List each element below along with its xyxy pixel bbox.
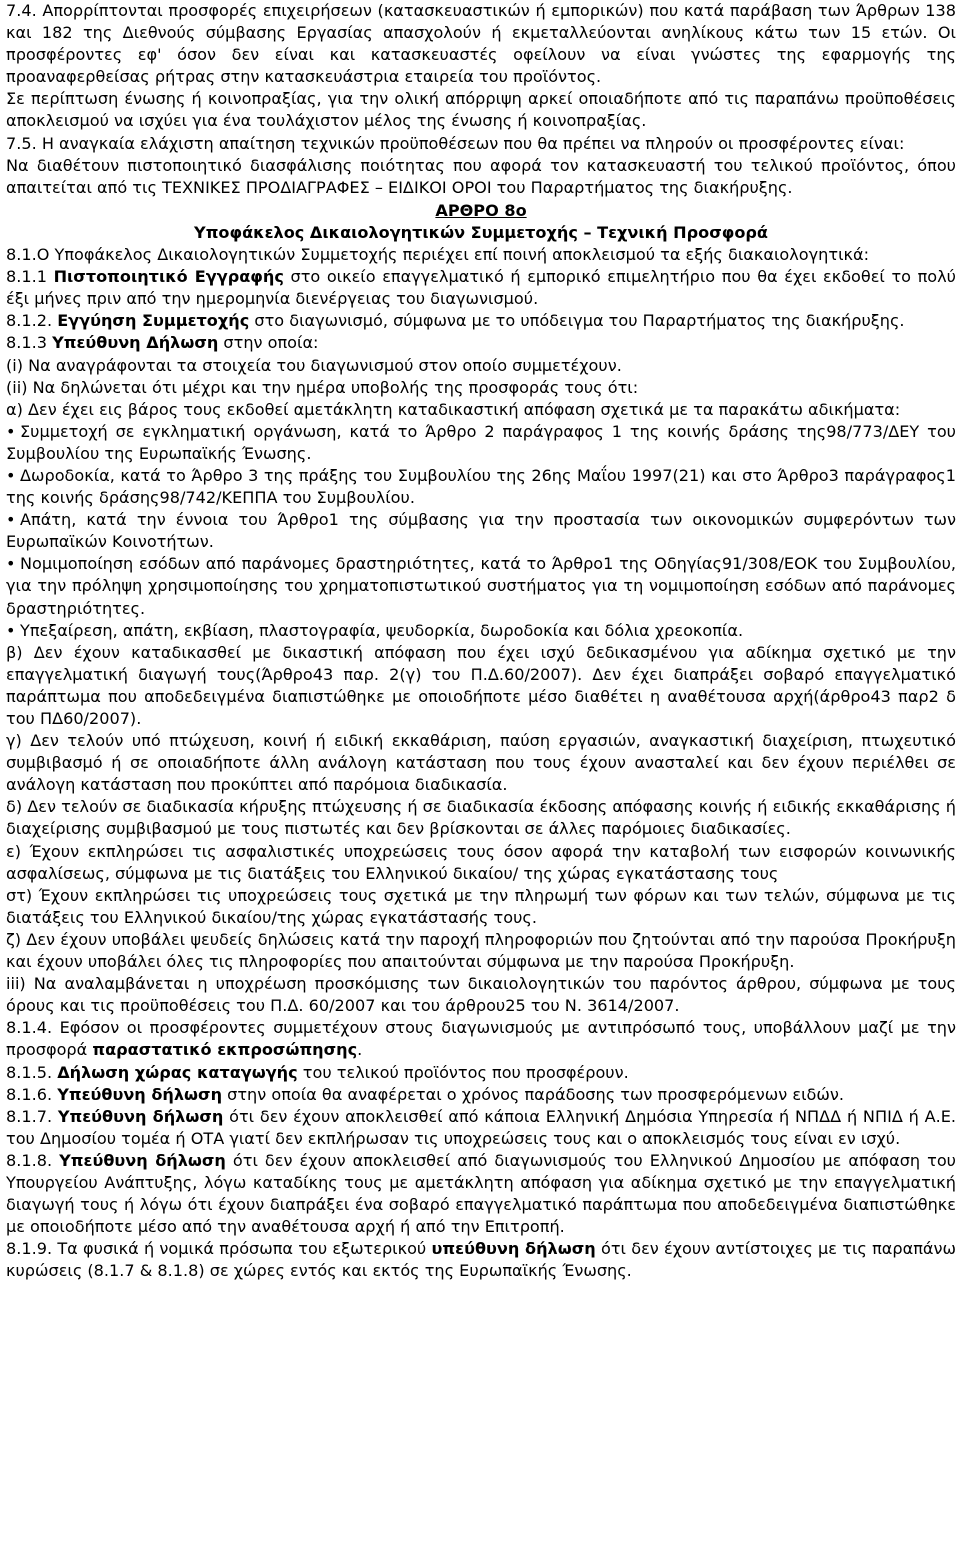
section-number: 8.1.7. [6, 1106, 58, 1126]
bullet-item [6, 421, 956, 465]
article-subtitle: Υποφάκελος Δικαιολογητικών Συμμετοχής – Τεχνική Προσφορά [194, 222, 768, 242]
paragraph-8-1-6 [6, 1084, 956, 1106]
section-number: 8.1.5. [6, 1062, 58, 1082]
paragraph-7-5: 7.5. Η αναγκαία ελάχιστη απαίτηση τεχνικών προϋποθέσεων που θα πρέπει να πληρούν οι προσφέροντες είναι: [6, 133, 905, 153]
paragraph-8-1-8 [6, 1150, 956, 1238]
bullet-item [6, 553, 956, 619]
section-number: 8.1.6. [6, 1084, 58, 1104]
paragraph-text: του τελικού προϊόντος που προσφέρουν. [297, 1062, 629, 1082]
bullet-text: Δωροδοκία, κατά το Άρθρο 3 της πράξης του Συμβουλίου της 26ης Μαΐου 1997(21) και στο Άρθρο3 παράγραφος1 της κοινής δράσης98/742/ΚΕΠΠΑ του Συμβουλίου. [6, 465, 956, 508]
paragraph-c: γ) Δεν τελούν υπό πτώχευση, κοινή ή ειδική εκκαθάριση, παύση εργασιών, αναγκαστική διαχείριση, πτωχευτικό συμβιβασμό ή σε οποιαδήποτε άλλη ανάλογη κατάσταση που τους έχουν ανασταλεί και δεν έχουν περιέλθει σε ανάλογη κατάσταση που προκύπτει από παρόμοια διαδικασία. [6, 731, 956, 795]
bold-term: Υπεύθυνη δήλωση [57, 1084, 223, 1104]
paragraph-text: ότι δεν έχουν αποκλεισθεί από κάποια Ελληνική Δημόσια Υπηρεσία ή ΝΠΔΔ ή ΝΠΙΔ ή Α.Ε. του Δημοσίου τομέα ή ΟΤΑ γιατί δεν εκπλήρωσαν τις υποχρεώσεις τους και ο αποκλεισμός τους είναι εν ισχύ. [6, 1106, 956, 1148]
paragraph-text: . [357, 1040, 363, 1060]
bold-term: παραστατικό εκπροσώπησης [92, 1040, 358, 1060]
bullet-text: Νομιμοποίηση εσόδων από παράνομες δραστηριότητες, κατά το Άρθρο1 της Οδηγίας91/308/ΕΟΚ του Συμβουλίου, για την πρόληψη χρησιμοποίησης του χρηματοπιστωτικού συστήματος για τη νομιμοποίηση εσόδων από παράνομες δραστηριότητες. [6, 554, 956, 618]
paragraph-text: στο οικείο επαγγελματικό ή εμπορικό επιμελητήριο που θα έχει εκδοθεί το πολύ έξι μήνες πριν από την ημερομηνία διενέργειας του διαγωνισμού. [6, 267, 956, 309]
paragraph-8-1-5 [6, 1062, 956, 1084]
bold-term: Πιστοποιητικό Εγγραφής [53, 267, 284, 287]
paragraph-b: β) Δεν έχουν καταδικασθεί με δικαστική απόφαση που έχει ισχύ δεδικασμένου για αδίκημα σχετικό με την επαγγελματική διαγωγή τους(Άρθρο43 παρ. 2(γ) του Π.Δ.60/2007). Δεν έχει διαπράξει σοβαρό επαγγελματικό παράπτωμα που αποδεδειγμένα διαπιστώθηκε με οποιοδήποτε μέσο διαθέτει η αναθέτουσα αρχή(άρθρο43 παρ2 δ του ΠΔ60/2007). [6, 642, 956, 728]
bullet-item [6, 620, 956, 642]
paragraph-7-4-consortium: Σε περίπτωση ένωσης ή κοινοπραξίας, για την ολική απόρριψη αρκεί οποιαδήποτε από τις παραπάνω προϋποθέσεις αποκλεισμού να ισχύει για ένα τουλάχιστον μέλος της ένωσης ή κοινοπραξίας. [6, 89, 956, 131]
paragraph-i: (i) Να αναγράφονται τα στοιχεία του διαγωνισμού στον οποίο συμμετέχουν. [6, 355, 622, 375]
bold-term: Υπεύθυνη δήλωση [57, 1106, 224, 1126]
paragraph-7-4: 7.4. Απορρίπτονται προσφορές επιχειρήσεων (κατασκευαστικών ή εμπορικών) που κατά παράβαση των Άρθρων 138 και 182 της Διεθνούς σύμβασης Εργασίας απασχολούν ή εκμεταλλεύονται ανηλίκους κάτω των 15 ετών. Οι προσφέροντες εφ' όσον δεν είναι και κατασκευαστές οφείλουν να είναι γνώστες της εφαρμογής της προαναφερθείσας ρήτρας στην κατασκευάστρια εταιρεία του προϊόντος. [6, 1, 956, 87]
paragraph-d: δ) Δεν τελούν σε διαδικασία κήρυξης πτώχευσης ή σε διαδικασία έκδοσης απόφασης κοινής ή ειδικής εκκαθάρισης ή διαχείρισης συμβιβασμού με τους πιστωτές και δεν βρίσκονται σε άλλες παρόμοιες διαδικασίες. [6, 797, 956, 839]
paragraph-8-1-3 [6, 332, 956, 354]
paragraph-text: στο διαγωνισμό, σύμφωνα με το υπόδειγμα του Παραρτήματος της διακήρυξης. [249, 311, 905, 331]
paragraph-8-1: 8.1.Ο Υποφάκελος Δικαιολογητικών Συμμετοχής περιέχει επί ποινή αποκλεισμού τα εξής διακαιολογητικά: [6, 245, 870, 265]
paragraph-8-1-2 [6, 310, 956, 332]
paragraph-text: 8.1.9. Τα φυσικά ή νομικά πρόσωπα του εξωτερικού [6, 1239, 432, 1259]
section-number: 8.1.1 [6, 267, 54, 287]
paragraph-8-1-7 [6, 1106, 956, 1150]
paragraph-7-5-certificate: Να διαθέτουν πιστοποιητικό διασφάλισης ποιότητας που αφορά τον κατασκευαστή του τελικού προϊόντος, όπου απαιτείται από τις ΤΕΧΝΙΚΕΣ ΠΡΟΔΙΑΓΡΑΦΕΣ – ΕΙΔΙΚΟΙ ΟΡΟΙ του Παραρτήματος της διακήρυξης. [6, 155, 956, 197]
paragraph-z: ζ) Δεν έχουν υποβάλει ψευδείς δηλώσεις κατά την παροχή πληροφοριών που ζητούνται από την παρούσα Προκήρυξη και έχουν υποβάλει όλες τις πληροφορίες που απαιτούνται σύμφωνα με την παρούσα Προκήρυξη. [6, 929, 956, 972]
section-number: 8.1.2. [6, 311, 58, 331]
bold-term: Δήλωση χώρας καταγωγής [57, 1062, 298, 1082]
bold-term: Υπεύθυνη δήλωση [59, 1150, 226, 1170]
paragraph-text: 8.1.4. Εφόσον οι προσφέροντες συμμετέχουν στους διαγωνισμούς με αντιπρόσωπό τους, υποβάλλουν μαζί με την προσφορά [6, 1018, 956, 1060]
paragraph-iii: iii) Να αναλαμβάνεται η υποχρέωση προσκόμισης των δικαιολογητικών του παρόντος άρθρου, σύμφωνα με τους όρους και τις προϋποθέσεις του Π.Δ. 60/2007 και του άρθρου25 του Ν. 3614/2007. [6, 974, 956, 1016]
section-number: 8.1.3 [6, 333, 53, 353]
paragraph-e: ε) Έχουν εκπληρώσει τις ασφαλιστικές υποχρεώσεις τους όσον αφορά την καταβολή των εισφορών κοινωνικής ασφαλίσεως, σύμφωνα με τις διατάξεις του Ελληνικού δικαίου/ της χώρας εγκατάστασης τους [6, 841, 956, 883]
article-title: ΑΡΘΡΟ 8ο [435, 200, 527, 220]
bullet-text: Συμμετοχή σε εγκληματική οργάνωση, κατά το Άρθρο 2 παράγραφος 1 της κοινής δράσης της98/773/ΔΕΥ του Συμβουλίου της Ευρωπαϊκής Ένωσης. [6, 421, 956, 463]
paragraph-text: ότι δεν έχουν αποκλεισθεί από διαγωνισμούς του Ελληνικού Δημοσίου με απόφαση του Υπουργείου Ανάπτυξης, λόγω καταδίκης τους με αμετάκλητη απόφαση για αδίκημα σχετικό με την επαγγελματική διαγωγή τους ή λόγω ότι έχουν διαπράξει ένα σοβαρό επαγγελματικό παράπτωμα που αποδεδειγμένα διαπιστώθηκε με οποιοδήποτε μέσο από την αναθέτουσα αρχή ή από την Επιτροπή. [6, 1150, 956, 1237]
bullet-icon: • [6, 465, 16, 485]
bullet-icon: • [6, 510, 16, 530]
paragraph-8-1-1 [6, 266, 956, 310]
bold-term: Εγγύηση Συμμετοχής [57, 311, 250, 331]
bullet-item [6, 509, 956, 553]
bullet-icon: • [6, 620, 16, 640]
bold-term: υπεύθυνη δήλωση [431, 1239, 596, 1259]
paragraph-text: στην οποία θα αναφέρεται ο χρόνος παράδοσης των προσφερόμενων ειδών. [222, 1084, 844, 1104]
section-number: 8.1.8. [6, 1150, 60, 1170]
paragraph-8-1-9 [6, 1238, 956, 1282]
paragraph-text: στην οποία: [218, 333, 319, 353]
bullet-text: Απάτη, κατά την έννοια του Άρθρο1 της σύμβασης για την προστασία των οικονομικών συμφερόντων των Ευρωπαϊκών Κοινοτήτων. [6, 510, 956, 552]
paragraph-text: ότι δεν έχουν αντίστοιχες με τις παραπάνω κυρώσεις (8.1.7 & 8.1.8) σε χώρες εντός και εκτός της Ευρωπαϊκής Ένωσης. [6, 1239, 956, 1281]
paragraph-a: α) Δεν έχει εις βάρος τους εκδοθεί αμετάκλητη καταδικαστική απόφαση σχετικά με τα παρακάτω αδικήματα: [6, 399, 901, 419]
bullet-item [6, 465, 956, 509]
paragraph-8-1-4 [6, 1017, 956, 1061]
bullet-icon: • [6, 554, 16, 574]
bullet-text: Υπεξαίρεση, απάτη, εκβίαση, πλαστογραφία, ψευδορκία, δωροδοκία και δόλια χρεοκοπία. [20, 620, 744, 640]
bullet-icon: • [6, 421, 16, 441]
paragraph-st: στ) Έχουν εκπληρώσει τις υποχρεώσεις τους σχετικά με την πληρωμή των φόρων και των τελών, σύμφωνα με τις διατάξεις του Ελληνικού δικαίου/της χώρας εγκατάστασής τους. [6, 885, 956, 927]
bold-term: Υπεύθυνη Δήλωση [52, 333, 219, 353]
paragraph-ii: (ii) Να δηλώνεται ότι μέχρι και την ημέρα υποβολής της προσφοράς τους ότι: [6, 377, 639, 397]
